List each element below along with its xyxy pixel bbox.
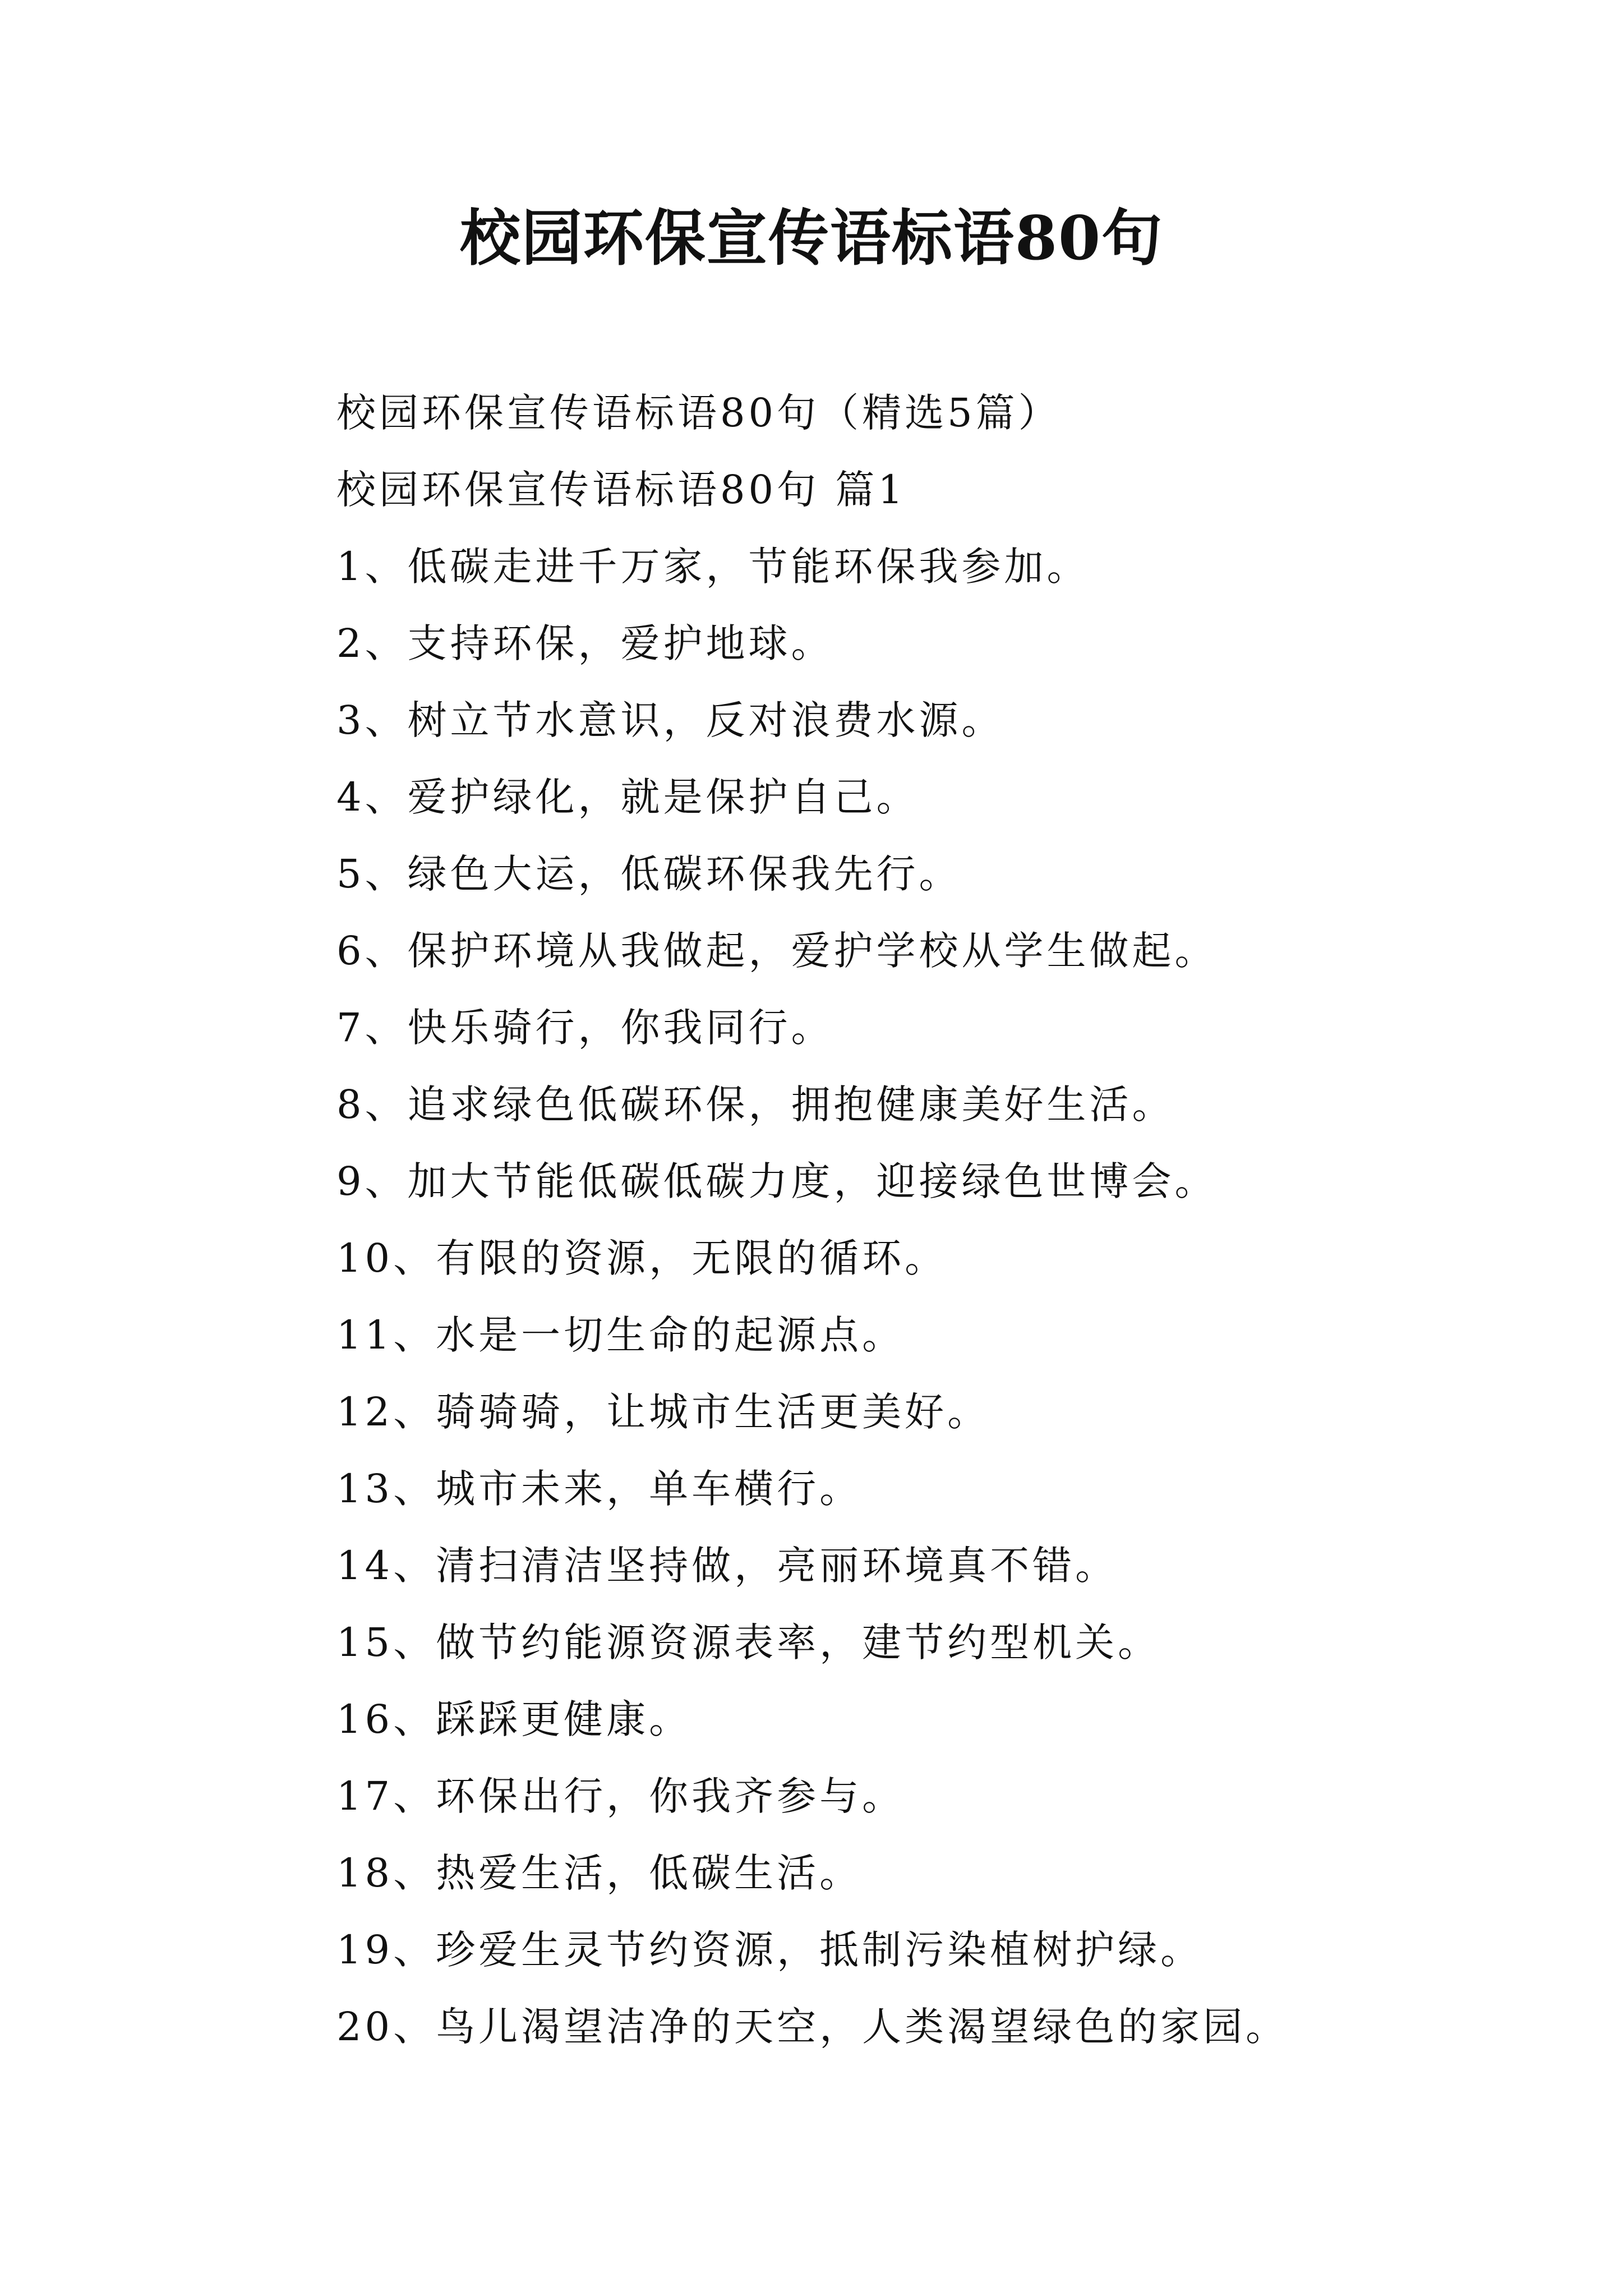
slogan-item-20: 20、鸟儿渴望洁净的天空，人类渴望绿色的家园。	[336, 2004, 1289, 2050]
slogan-item-10: 10、有限的资源，无限的循环。	[336, 1235, 948, 1281]
slogan-item-15: 15、做节约能源资源表率，建节约型机关。	[336, 1619, 1161, 1665]
slogan-item-18: 18、热爱生活，低碳生活。	[336, 1850, 863, 1896]
slogan-item-19: 19、珍爱生灵节约资源，抵制污染植树护绿。	[336, 1927, 1204, 1973]
slogan-item-1: 1、低碳走进千万家，节能环保我参加。	[336, 544, 1090, 590]
slogan-item-17: 17、环保出行，你我齐参与。	[336, 1773, 905, 1819]
slogan-item-4: 4、爱护绿化，就是保护自己。	[336, 774, 919, 820]
section-heading: 校园环保宣传语标语80句 篇1	[336, 467, 906, 513]
slogan-item-5: 5、绿色大运，低碳环保我先行。	[336, 851, 962, 897]
slogan-item-8: 8、追求绿色低碳环保，拥抱健康美好生活。	[336, 1082, 1175, 1128]
document-body	[336, 375, 1514, 2065]
slogan-item-9: 9、加大节能低碳低碳力度，迎接绿色世博会。	[336, 1158, 1218, 1204]
slogan-item-16: 16、踩踩更健康。	[336, 1696, 692, 1742]
slogan-item-6: 6、保护环境从我做起，爱护学校从学生做起。	[336, 928, 1218, 974]
document-title: 校园环保宣传语标语80句	[459, 203, 1164, 274]
document-subtitle: 校园环保宣传语标语80句（精选5篇）	[336, 390, 1061, 436]
slogan-item-11: 11、水是一切生命的起源点。	[336, 1312, 905, 1358]
slogan-item-12: 12、骑骑骑，让城市生活更美好。	[336, 1389, 990, 1435]
slogan-item-2: 2、支持环保，爱护地球。	[336, 620, 834, 666]
slogan-item-13: 13、城市未来，单车横行。	[336, 1466, 863, 1512]
slogan-item-3: 3、树立节水意识，反对浪费水源。	[336, 697, 1004, 743]
slogan-item-7: 7、快乐骑行，你我同行。	[336, 1005, 834, 1051]
slogan-item-14: 14、清扫清洁坚持做，亮丽环境真不错。	[336, 1543, 1118, 1589]
